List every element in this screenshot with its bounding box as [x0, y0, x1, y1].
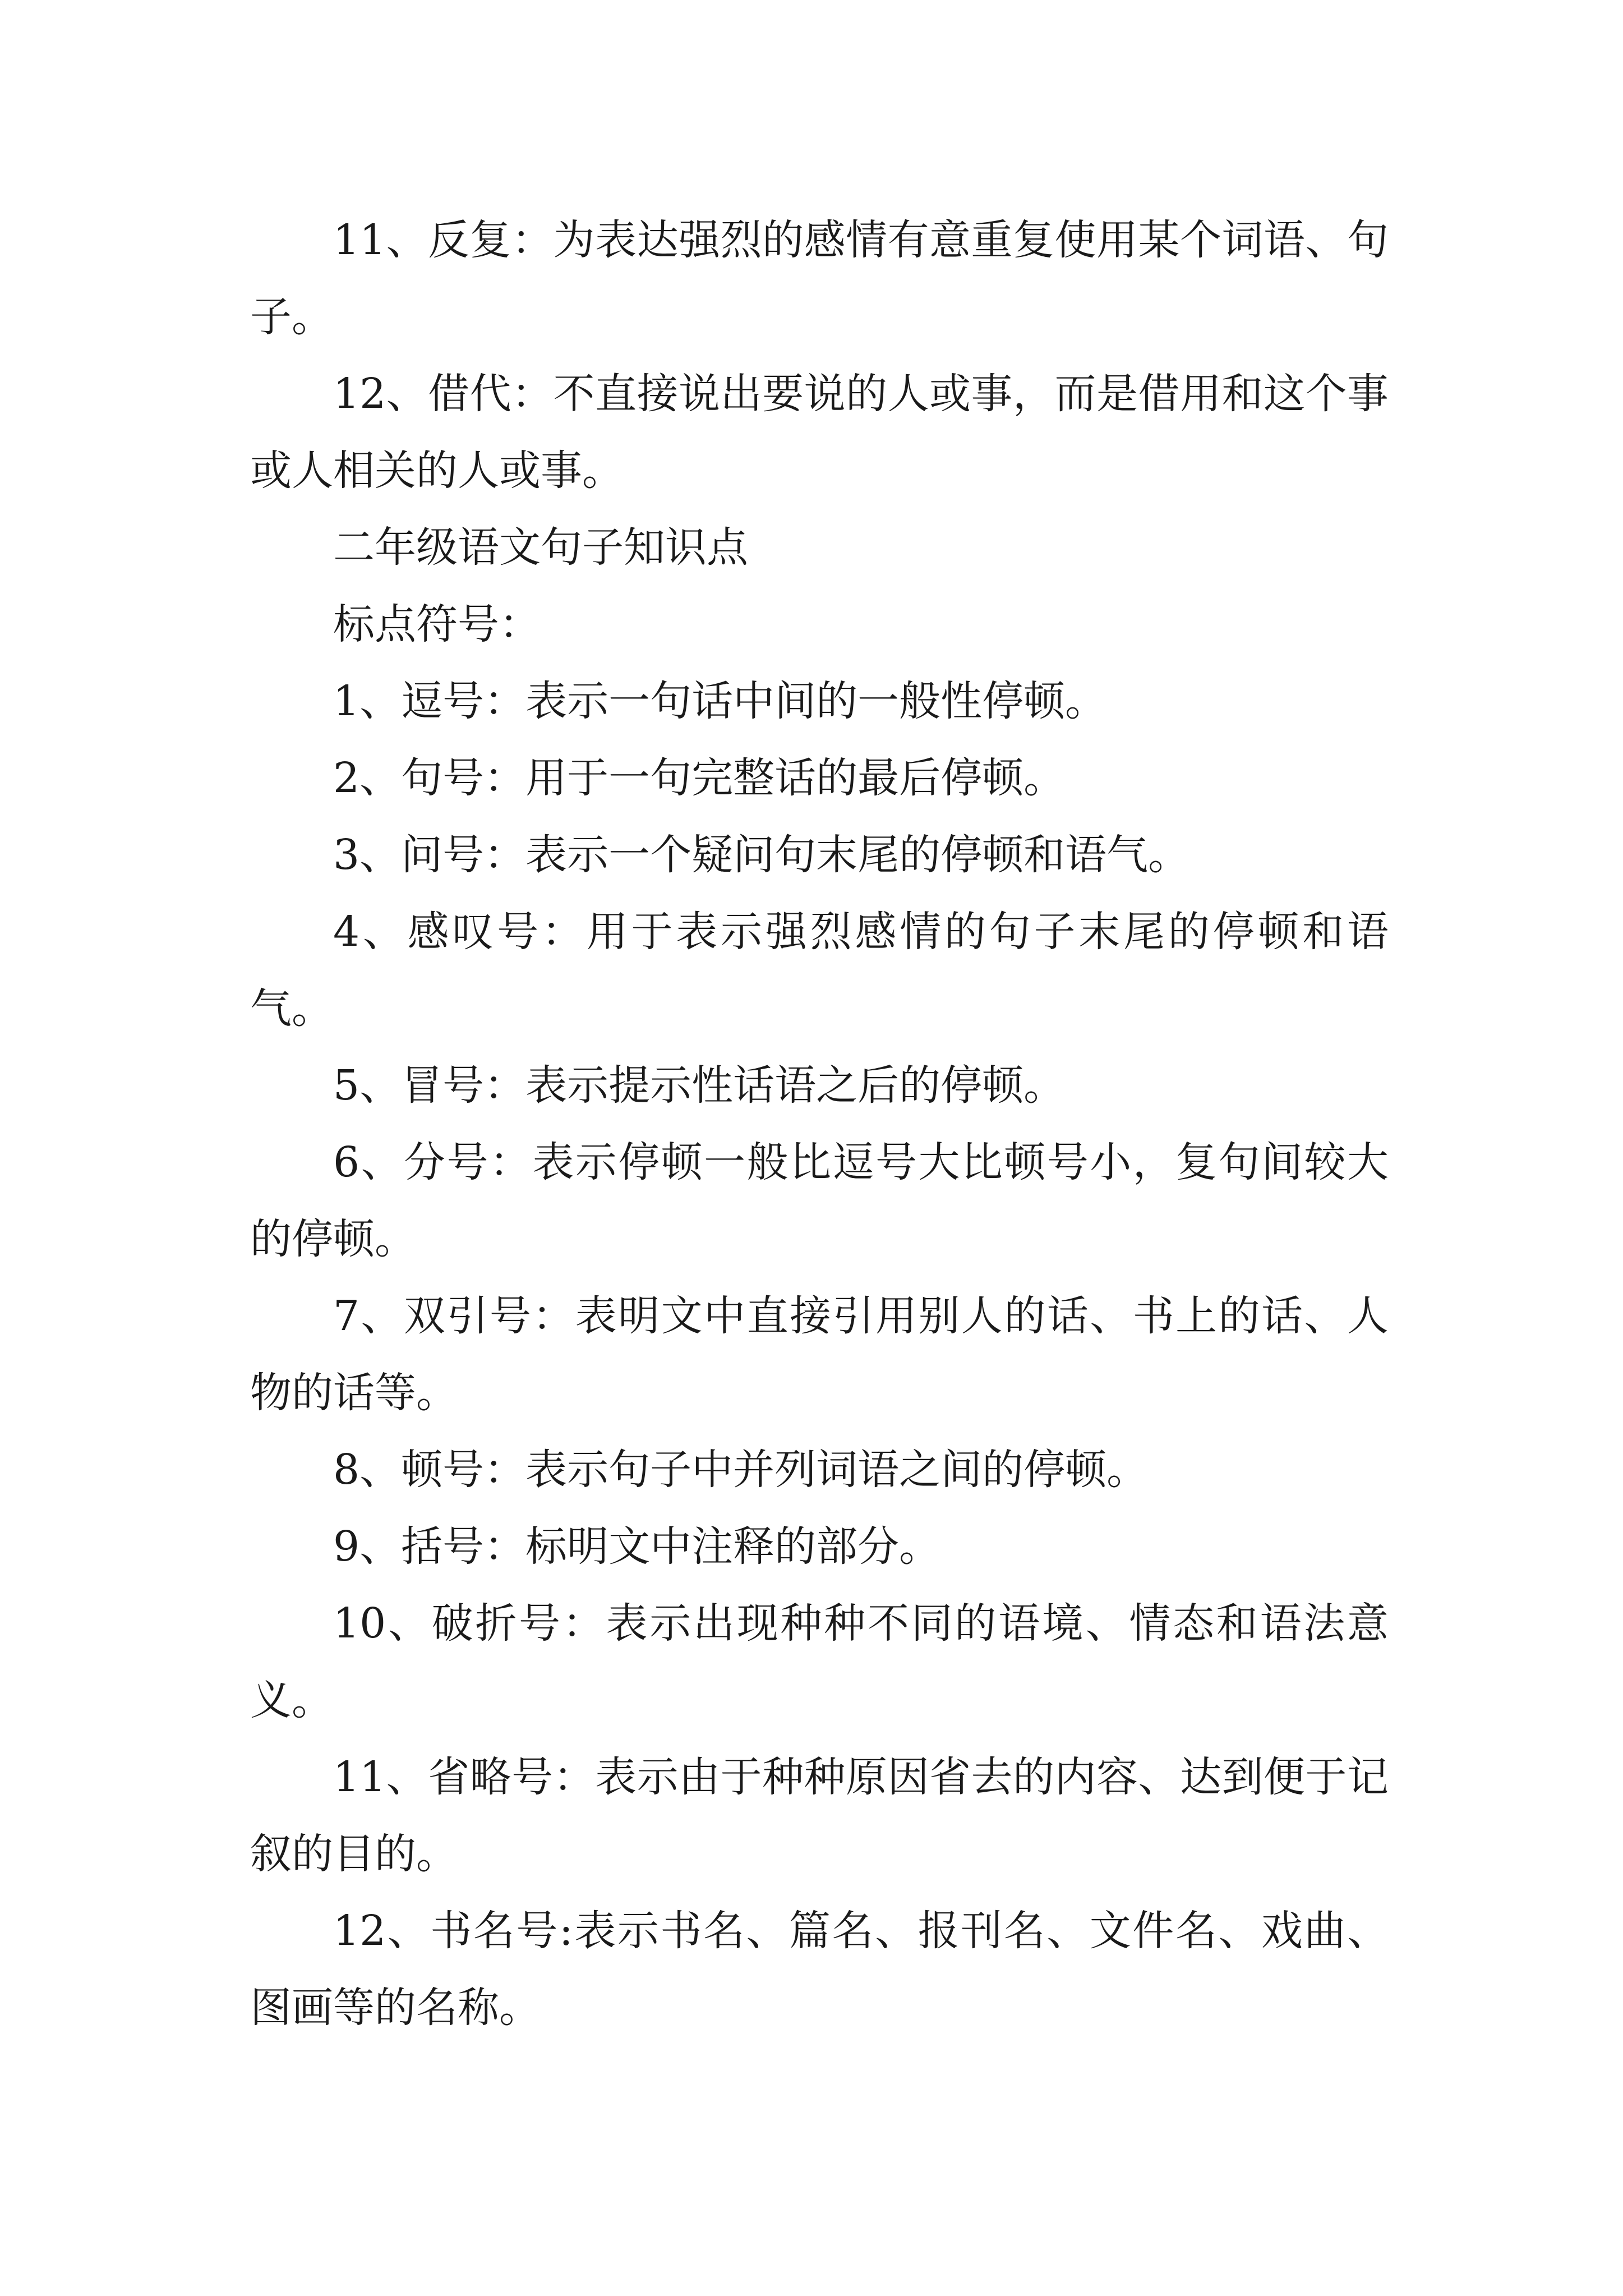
paragraph-metonymy: 12、借代：不直接说出要说的人或事，而是借用和这个事或人相关的人或事。 — [250, 370, 1389, 495]
section-heading: 二年级语文句子知识点 — [333, 523, 748, 572]
paragraph-enumeration-comma: 8、顿号：表示句子中并列词语之间的停顿。 — [333, 1446, 1149, 1494]
paragraph-comma: 1、逗号：表示一句话中间的一般性停顿。 — [333, 677, 1107, 725]
paragraph-title-marks: 12、书名号:表示书名、篇名、报刊名、文件名、戏曲、图画等的名称。 — [250, 1907, 1389, 2032]
paragraph-repetition: 11、反复：为表达强烈的感情有意重复使用某个词语、句子。 — [250, 216, 1389, 341]
paragraph-semicolon: 6、分号：表示停顿一般比逗号大比顿号小，复句间较大的停顿。 — [250, 1138, 1389, 1263]
subsection-heading: 标点符号： — [333, 600, 541, 648]
paragraph-question-mark: 3、问号：表示一个疑问句末尾的停顿和语气。 — [333, 831, 1190, 879]
paragraph-period: 2、句号：用于一句完整话的最后停顿。 — [333, 754, 1066, 802]
paragraph-exclamation-mark: 4、感叹号：用于表示强烈感情的句子末尾的停顿和语气。 — [250, 908, 1389, 1033]
paragraph-colon: 5、冒号：表示提示性话语之后的停顿。 — [333, 1061, 1066, 1110]
paragraph-dash: 10、破折号：表示出现种种不同的语境、情态和语法意义。 — [250, 1599, 1389, 1724]
paragraph-quotation-marks: 7、双引号：表明文中直接引用别人的话、书上的话、人物的话等。 — [250, 1292, 1389, 1417]
document-body — [250, 202, 1389, 2046]
paragraph-ellipsis: 11、省略号：表示由于种种原因省去的内容、达到便于记叙的目的。 — [250, 1753, 1389, 1878]
paragraph-brackets: 9、括号：标明文中注释的部分。 — [333, 1522, 941, 1571]
